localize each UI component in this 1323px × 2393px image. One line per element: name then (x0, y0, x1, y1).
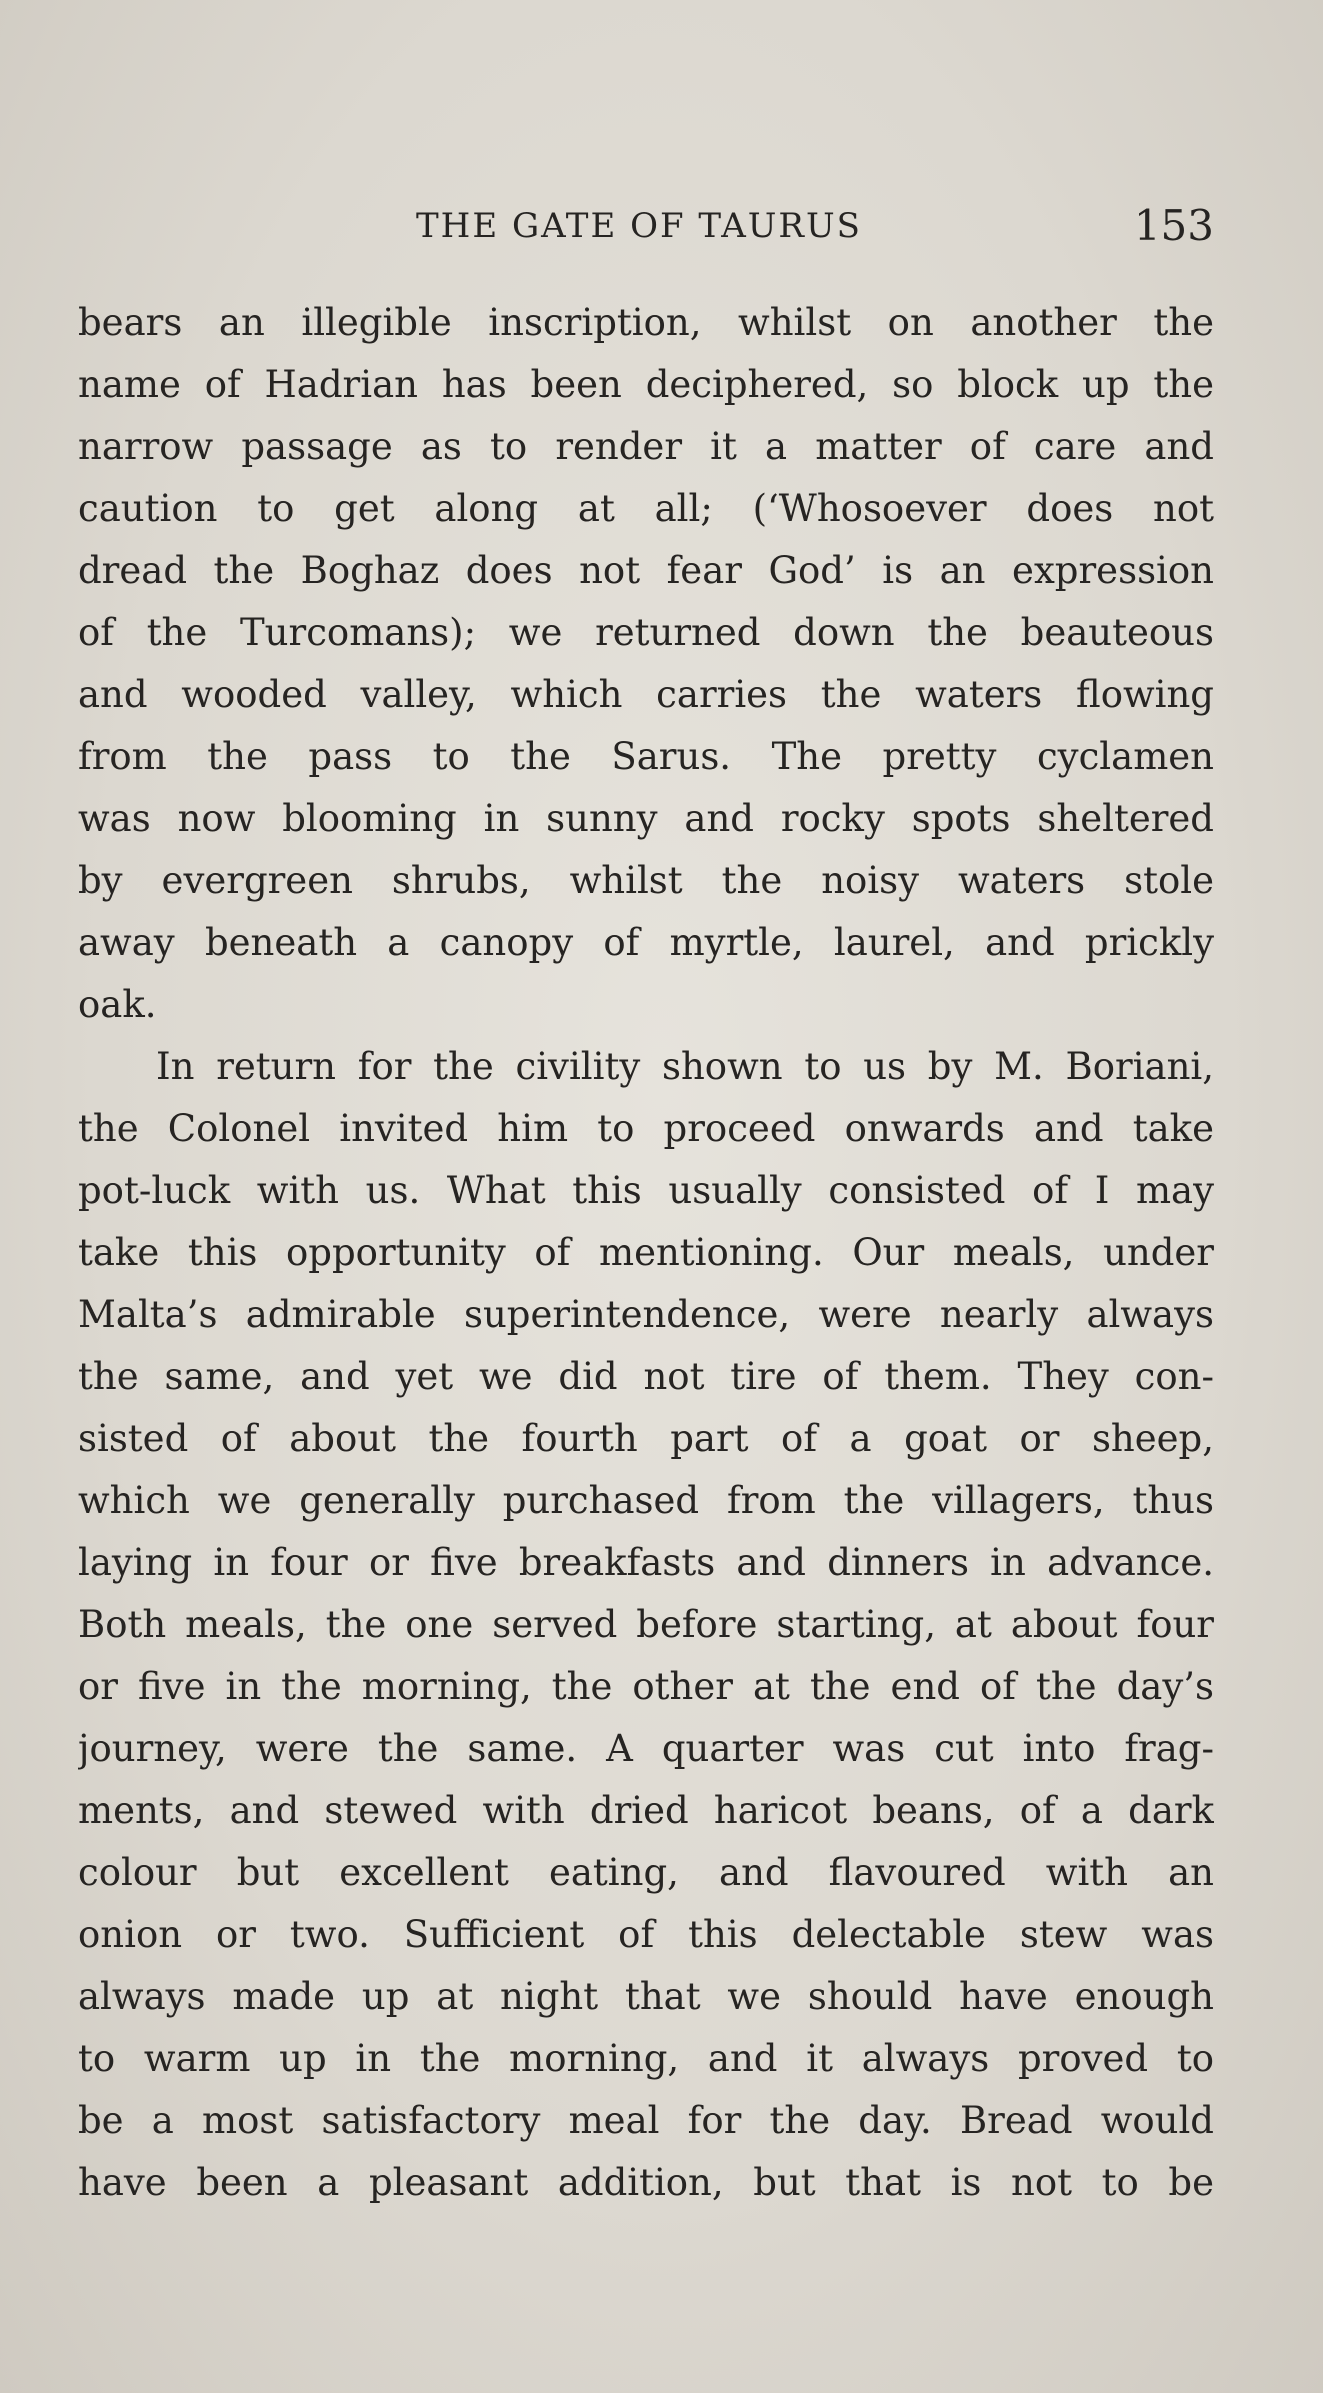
text-line: to warm up in the morning, and it always proved to (78, 2037, 1214, 2080)
text-line: of the Turcomans); we returned down the beauteous (78, 611, 1214, 654)
text-line: was now blooming in sunny and rocky spots sheltered (78, 797, 1214, 840)
text-line: away beneath a canopy of myrtle, laurel, and prickly (78, 921, 1214, 964)
text-line: bears an illegible inscription, whilst on another the (78, 301, 1214, 344)
text-line: by evergreen shrubs, whilst the noisy waters stole (78, 859, 1214, 902)
text-line: colour but excellent eating, and flavoured with an (78, 1851, 1214, 1894)
text-line: caution to get along at all; (‘Whosoever does not (78, 487, 1214, 530)
page-header (76, 196, 1214, 256)
running-head: THE GATE OF TAURUS (416, 206, 862, 246)
text-line: name of Hadrian has been deciphered, so block up the (78, 363, 1214, 406)
body-text (78, 292, 1214, 2214)
text-line: journey, were the same. A quarter was cut into frag- (78, 1727, 1214, 1770)
text-line: pot-luck with us. What this usually consisted of I may (78, 1169, 1214, 1212)
text-line: Malta’s admirable superintendence, were nearly always (78, 1293, 1214, 1336)
text-line: or five in the morning, the other at the end of the day’s (78, 1665, 1214, 1708)
text-line: and wooded valley, which carries the waters flowing (78, 673, 1214, 716)
text-line: Both meals, the one served before starting, at about four (78, 1603, 1214, 1646)
text-line: ments, and stewed with dried haricot beans, of a dark (78, 1789, 1214, 1832)
text-line: the Colonel invited him to proceed onwards and take (78, 1107, 1214, 1150)
text-line: be a most satisfactory meal for the day. Bread would (78, 2099, 1214, 2142)
text-line: the same, and yet we did not tire of them. They con- (78, 1355, 1214, 1398)
text-line: laying in four or five breakfasts and dinners in advance. (78, 1541, 1214, 1584)
text-line: sisted of about the fourth part of a goat or sheep, (78, 1417, 1214, 1460)
text-line: onion or two. Sufficient of this delectable stew was (78, 1913, 1214, 1956)
text-line: take this opportunity of mentioning. Our meals, under (78, 1231, 1214, 1274)
paragraph-end-line: oak. (78, 983, 157, 1026)
text-line: always made up at night that we should have enough (78, 1975, 1214, 2018)
text-line: have been a pleasant addition, but that is not to be (78, 2161, 1214, 2204)
page-number: 153 (1133, 201, 1214, 250)
paragraph-first-line: In return for the civility shown to us by M. Boriani, (156, 1045, 1214, 1088)
text-line: dread the Boghaz does not fear God’ is an expression (78, 549, 1214, 592)
text-line: narrow passage as to render it a matter of care and (78, 425, 1214, 468)
text-line: which we generally purchased from the villagers, thus (78, 1479, 1214, 1522)
text-line: from the pass to the Sarus. The pretty cyclamen (78, 735, 1214, 778)
